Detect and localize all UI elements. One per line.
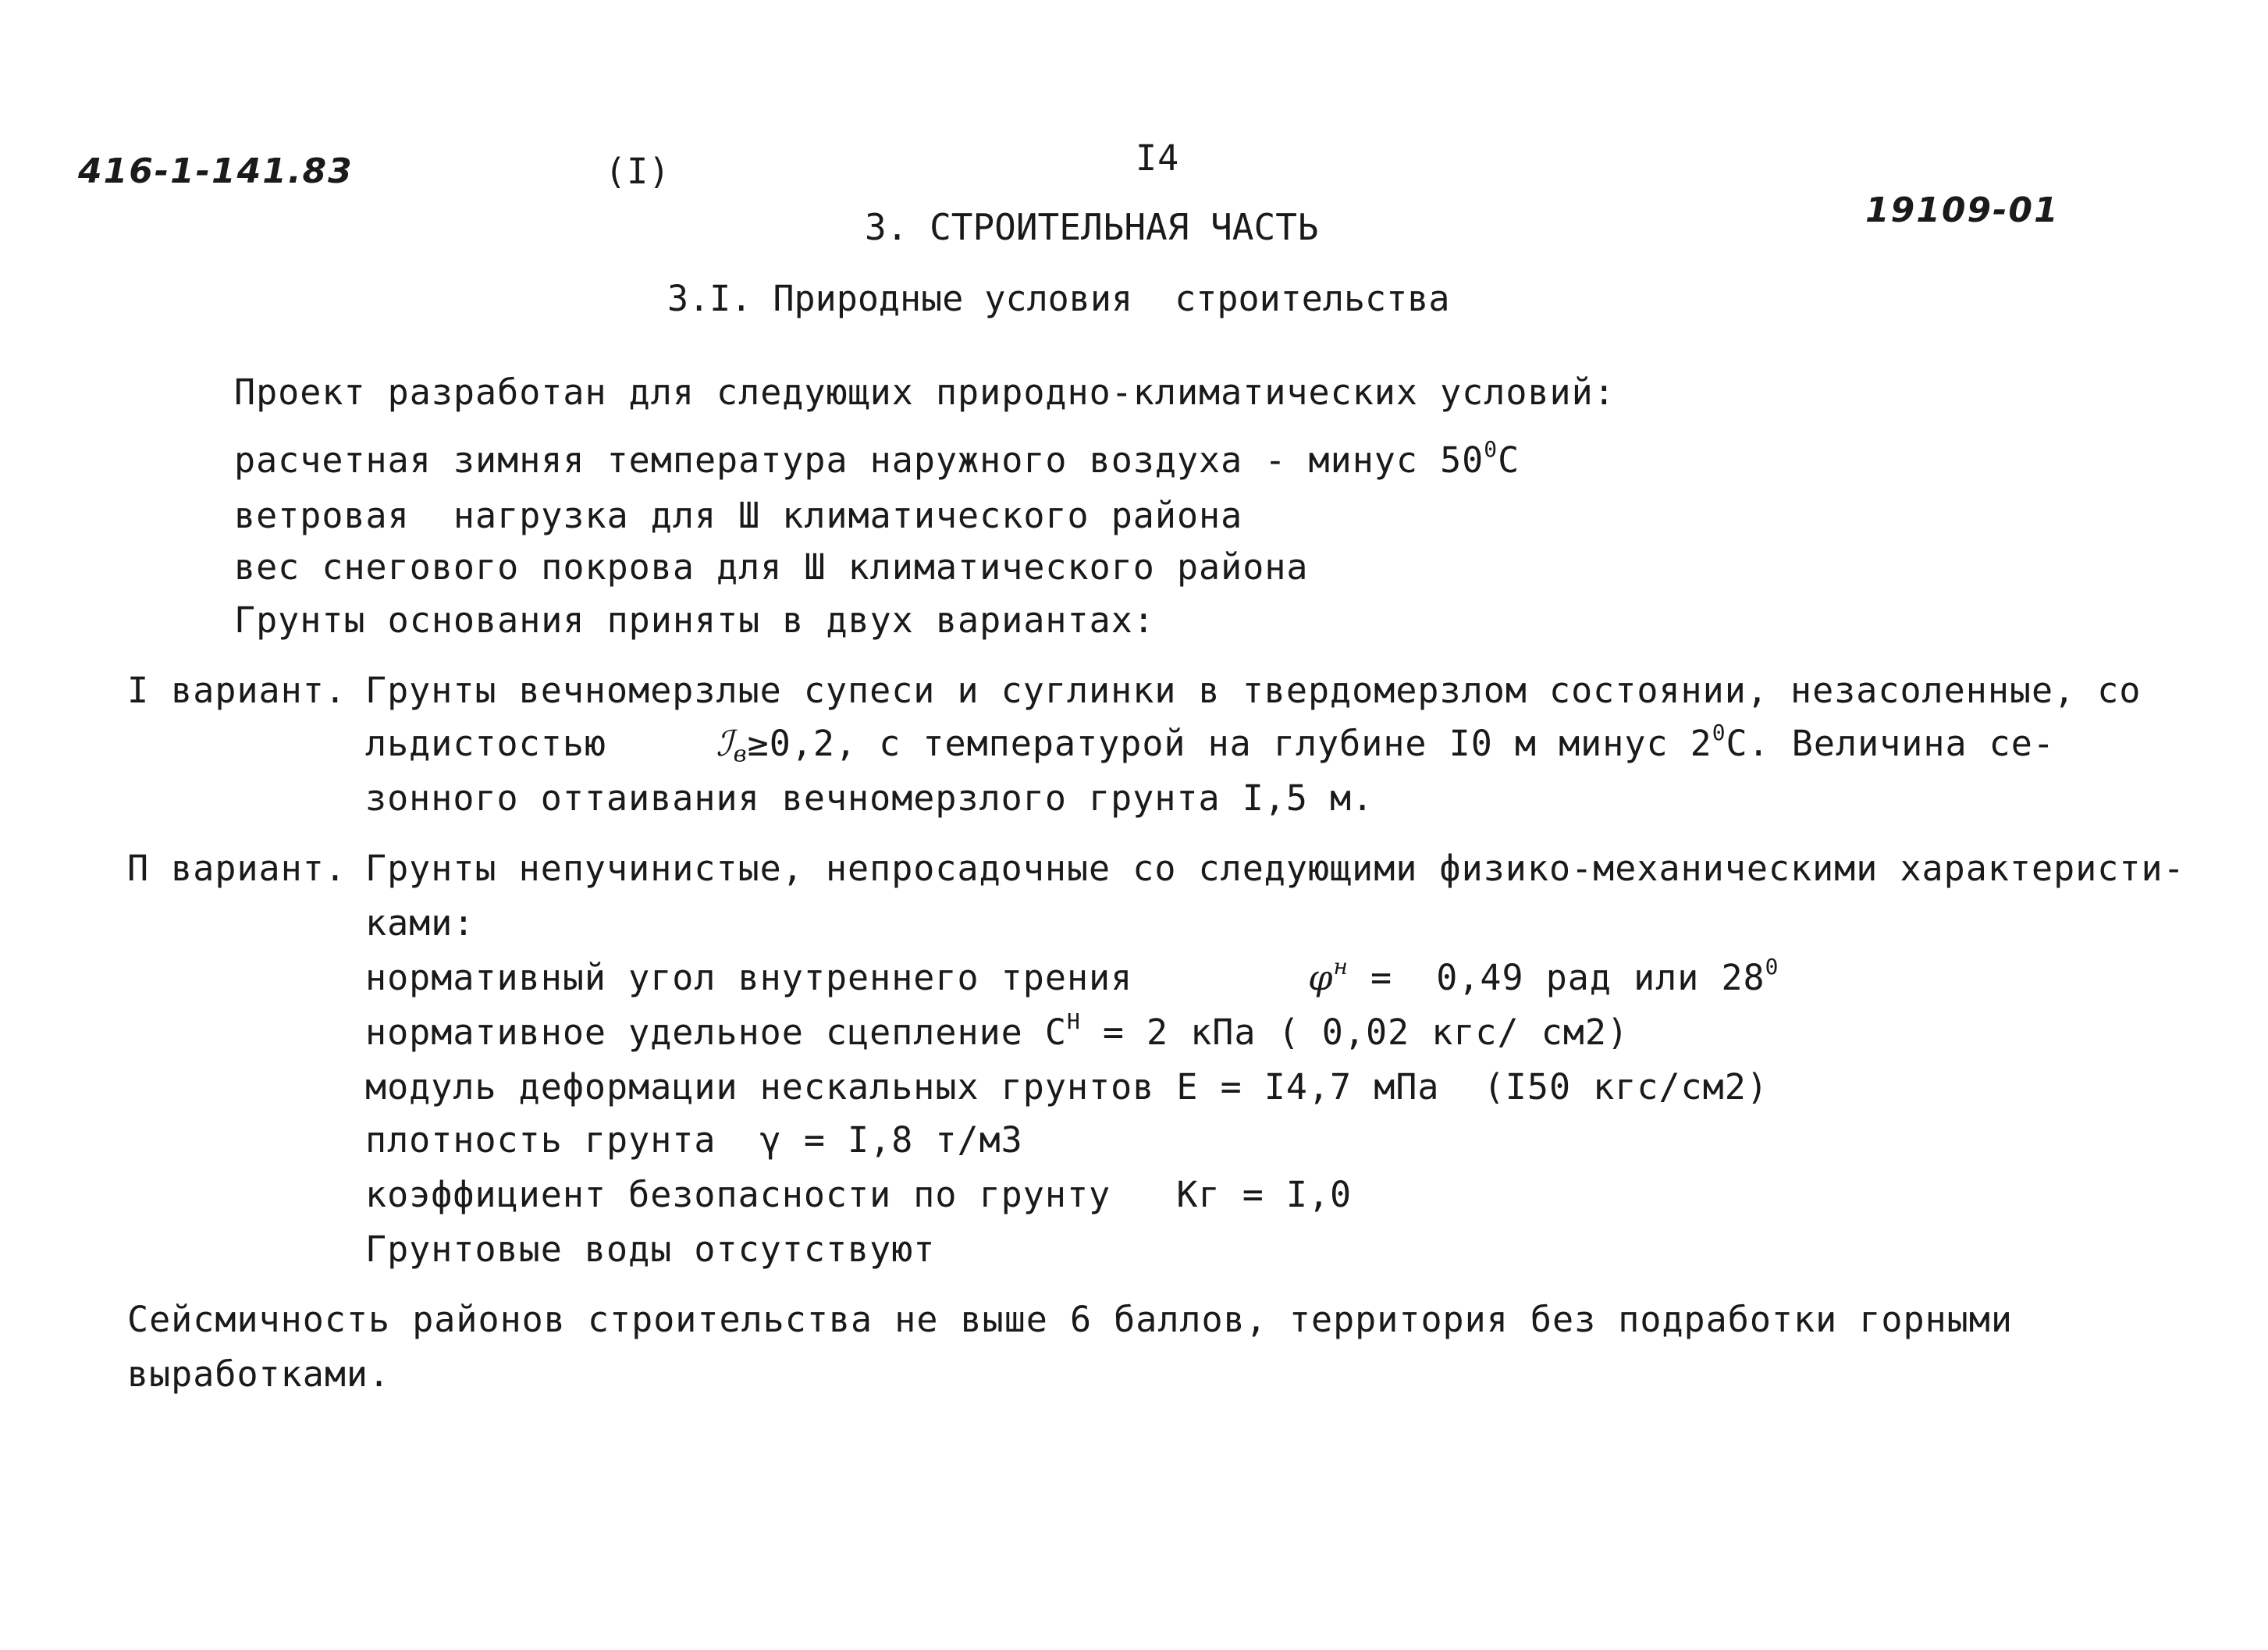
intro-text: Проект разработан для следующих природно-климатических условий: xyxy=(234,372,1616,413)
groundwater-line: Грунтовые воды отсутствуют xyxy=(365,1229,936,1270)
soil-density-line: плотность грунта γ = I,8 т/м3 xyxy=(365,1119,1023,1161)
variant1-line2: льдистостью ℐв≥0,2, с температурой на глубине I0 м минус $2^0С$. Величина се- xyxy=(365,719,2055,767)
seismic-line2: выработками. xyxy=(127,1353,391,1395)
part-number: (I) xyxy=(605,151,671,192)
section-subtitle: 3.I. Природные условия строительства xyxy=(667,278,1450,319)
doc-code-handwritten: 416-1-141.83 xyxy=(78,151,354,191)
variant2-label: П вариант. xyxy=(127,848,347,889)
safety-factor-line: коэффициент безопасности по грунту Кг = I,0 xyxy=(365,1174,1353,1215)
variant1-label: I вариант. xyxy=(127,670,347,711)
ice-content-symbol: ℐ xyxy=(716,723,734,764)
soil-variants-line: Грунты основания приняты в двух вариантах: xyxy=(234,599,1155,641)
wind-load-line: ветровая нагрузка для Ш климатического района xyxy=(234,495,1243,536)
snow-load-line: вес снегового покрова для Ш климатического района xyxy=(234,546,1309,588)
friction-angle-line: нормативный угол внутреннего трения $\varphi^н = 0,49$ рад или $28^0$ xyxy=(365,953,1779,998)
variant1-line3: зонного оттаивания вечномерзлого грунта I,5 м. xyxy=(365,777,1374,819)
friction-angle-symbol: φ xyxy=(1307,957,1334,998)
variant1-line1: Грунты вечномерзлые супеси и суглинки в твердомерзлом состоянии, незасоленные, со xyxy=(365,670,2142,711)
cohesion-line: нормативное удельное сцепление $С^Н = 2$ кПа ( 0,02 кгс/ см2) xyxy=(365,1008,1630,1053)
section-title: 3. СТРОИТЕЛЬНАЯ ЧАСТЬ xyxy=(865,206,1319,248)
variant2-line2: ками: xyxy=(365,902,475,944)
variant2-line1: Грунты непучинистые, непросадочные со следующими физико-механическими характеристи- xyxy=(365,848,2185,889)
inventory-code-handwritten: 19109-01 xyxy=(1865,190,2060,230)
temperature-line: расчетная зимняя температура наружного воздуха - минус $50^0С$ xyxy=(234,436,1520,481)
deformation-modulus-line: модуль деформации нескальных грунтов Е = I4,7 мПа (I50 кгс/см2) xyxy=(365,1066,1769,1108)
degree-sign: 0 xyxy=(1484,436,1498,462)
seismic-line1: Сейсмичность районов строительства не выше 6 баллов, территория без подработки горными xyxy=(127,1299,2013,1340)
page-number: I4 xyxy=(1136,137,1180,179)
